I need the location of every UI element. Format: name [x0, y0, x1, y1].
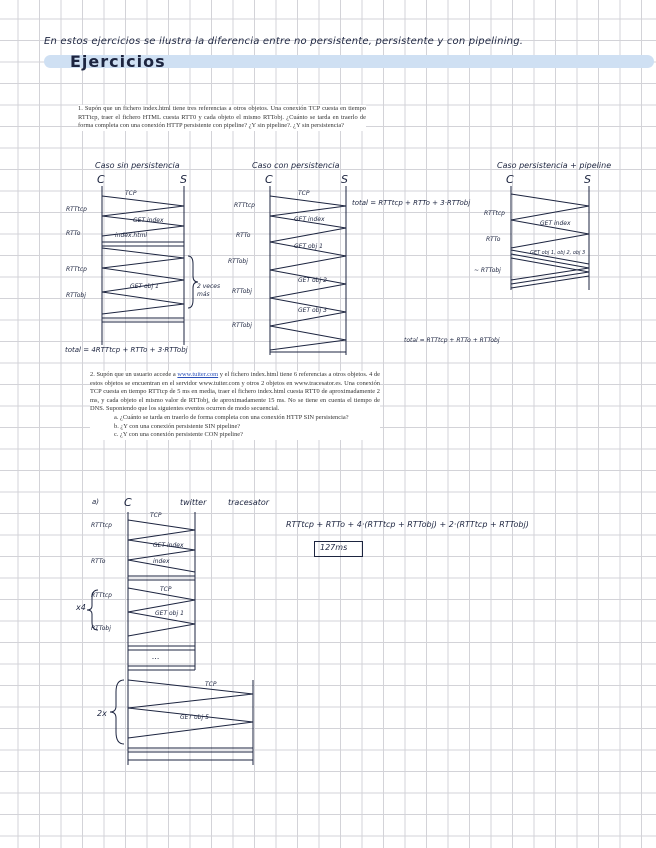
question-2-text-a: Supón que un usuario accede a: [96, 371, 178, 378]
d2-arrow-3: GET obj 1: [294, 243, 323, 250]
d4-close-a: [128, 576, 195, 580]
d4-result: 127ms: [320, 543, 348, 552]
d4-brace-2x-label: 2x: [97, 709, 107, 718]
d1-zigzag-a: [102, 196, 184, 236]
d3-client: C: [506, 173, 514, 186]
d1-label-3: RTTtcp: [66, 266, 87, 273]
question-2-sub-b: b. ¿Y con una conexión persistente SIN pipeline?: [114, 422, 241, 430]
intro-text: En estos ejercicios se ilustra la diferencia entre no persistente, persistente y con pipelining.: [44, 36, 524, 47]
d1-total: total = 4RTTtcp + RTTo + 3·RTTobj: [65, 346, 188, 354]
question-2: [90, 371, 380, 440]
d4-close-c: [128, 748, 253, 760]
d3-label-2: RTTo: [486, 236, 501, 243]
d4-dots: ...: [152, 652, 160, 661]
d1-label-4: RTTobj: [66, 292, 86, 299]
d3-arrow-1: GET index: [540, 220, 571, 227]
d2-label-5: RTTobj: [232, 322, 252, 329]
d4-server1: twitter: [180, 498, 207, 507]
d3-arrow-2: GET obj 1, obj 2, obj 3: [530, 250, 586, 256]
tuiter-link[interactable]: www.tuiter.com: [177, 371, 219, 378]
d2-server: S: [341, 173, 348, 186]
d1-client: C: [97, 173, 105, 186]
d3-server: S: [584, 173, 591, 186]
d1-note: 2 veces más: [197, 283, 221, 298]
d1-brace: [188, 256, 198, 308]
d4-arrow-5: GET obj 1: [155, 610, 184, 617]
d2-total: total = RTTtcp + RTTo + 3·RTTobj: [352, 199, 471, 207]
d2-arrow-1: TCP: [298, 190, 310, 197]
d3-label-3: ~ RTTobj: [474, 267, 501, 274]
d3-title: Caso persistencia + pipeline: [497, 161, 612, 170]
d4-label-4: RTTobj: [91, 625, 111, 632]
d4-server2: tracesator: [228, 498, 270, 507]
d4-brace-2x: [110, 680, 124, 744]
question-1-number: 1.: [78, 105, 83, 112]
d2-arrow-4: GET obj 2: [298, 277, 327, 284]
d3-total: total = RTTtcp + RTTo + RTTobj: [404, 337, 500, 344]
d1-arrow-3: index.html: [115, 232, 148, 239]
d2-arrow-2: GET index: [294, 216, 325, 223]
d4-arrow-6: TCP: [205, 681, 217, 688]
question-2-sub-c: c. ¿Y con una conexión persistente CON pipeline?: [114, 431, 243, 439]
d4-formula: RTTtcp + RTTo + 4·(RTTtcp + RTTobj) + 2·(RTTtcp + RTTobj): [286, 520, 529, 529]
d4-arrow-2: GET index: [153, 542, 184, 549]
d4-arrow-7: GET obj 5: [180, 714, 209, 721]
d2-label-4: RTTobj: [232, 288, 252, 295]
d2-label-2: RTTo: [236, 232, 251, 239]
d4-part: a): [92, 498, 100, 506]
page-title: Ejercicios: [70, 52, 166, 71]
d1-arrow-1: TCP: [125, 190, 137, 197]
d1-label-2: RTTo: [66, 230, 81, 237]
d4-arrow-1: TCP: [150, 512, 162, 519]
d1-title: Caso sin persistencia: [95, 161, 180, 170]
d4-close-b: [128, 646, 195, 670]
question-2-text-b: y el fichero index.html tiene 6 referencias a otros objetos. 4 de estos objetos se encuentran en el servidor www.tuiter.com y otros 2 objetos en www.tracesator.es. Una conexión TCP cuesta en tiempo RTTtcp de 5 ms en media, traer el fichero index.html cuesta RTT0 de aproximadamente 2 ms, y cada objeto el mismo valor de RTTobj, de aproximadamente 15 ms. No se tiene en cuenta el tiempo de DNS. Suponiendo que los siguientes eventos ocurren de modo secuencial.: [90, 371, 380, 413]
d1-server: S: [180, 173, 187, 186]
d4-arrow-4: TCP: [160, 586, 172, 593]
d3-label-1: RTTtcp: [484, 210, 505, 217]
d2-arrow-5: GET obj 3: [298, 307, 327, 314]
d4-brace-x4-label: x4: [76, 603, 86, 612]
d2-title: Caso con persistencia: [252, 161, 340, 170]
d1-zigzag-b: [102, 248, 184, 314]
d1-arrow-2: GET index: [133, 217, 164, 224]
question-2-sub-a: a. ¿Cuánto se tarda en traerlo de forma completa con una conexión HTTP SIN persistencia?: [114, 413, 349, 421]
question-1-text: Supón que un fichero index.html tiene tres referencias a otros objetos. Una conexión TCP cuesta en tiempo RTTtcp, traer el fichero HTML cuesta RTT0 y cada objeto el mismo RTTobj. ¿Cuánto se tarda en traerlo de forma completa con una conexión HTTP persistente con pipeline? ¿Y sin pipeline?. ¿Y sin persistencia?: [78, 105, 366, 130]
d1-label-1: RTTtcp: [66, 206, 87, 213]
d4-arrow-3: index: [153, 558, 170, 565]
d2-client: C: [265, 173, 273, 186]
d1-arrow-4: GET obj 1: [130, 283, 159, 290]
d4-client: C: [124, 496, 132, 509]
d4-label-3: RTTtcp: [91, 592, 112, 599]
d4-label-2: RTTo: [91, 558, 106, 565]
d2-label-3: RTTobj: [228, 258, 248, 265]
question-2-number: 2.: [90, 371, 95, 378]
d2-label-1: RTTtcp: [234, 202, 255, 209]
d4-label-1: RTTtcp: [91, 522, 112, 529]
d4-zigzag-c: [128, 680, 253, 738]
